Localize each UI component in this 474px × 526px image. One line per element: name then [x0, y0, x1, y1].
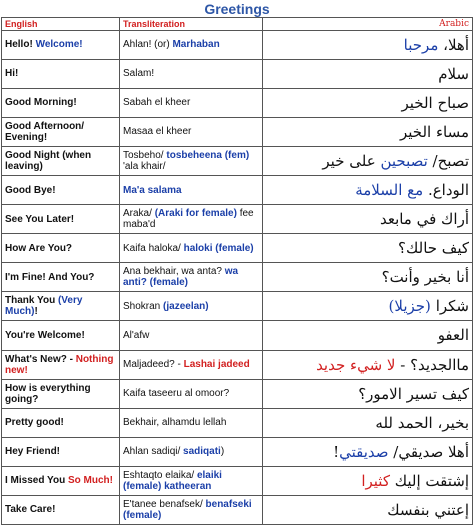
arabic-cell-segment: سلام: [438, 64, 469, 83]
english-cell: [2, 437, 120, 466]
transliteration-cell-segment: Ahlan sadiqi/: [123, 446, 184, 458]
transliteration-cell: [120, 234, 263, 263]
transliteration-cell-segment: wa anti? (female): [123, 266, 239, 289]
arabic-cell-segment: صباح الخير: [401, 93, 469, 112]
transliteration-cell-segment: Eshtaqto elaika/: [123, 469, 197, 481]
transliteration-cell: [120, 437, 263, 466]
transliteration-cell-segment: Kaifa taseeru al omoor?: [123, 388, 230, 400]
arabic-cell: [263, 59, 473, 88]
transliteration-cell-segment: fee maba'd: [123, 208, 254, 231]
english-cell-segment: Pretty good!: [5, 417, 64, 429]
arabic-cell-segment: أهلا صديقي/: [388, 442, 469, 461]
arabic-cell-segment: العفو: [437, 326, 469, 345]
arabic-cell-segment: كيف حالك؟: [398, 239, 469, 258]
transliteration-cell-segment: benafseki (female): [123, 498, 252, 521]
arabic-cell: [263, 176, 473, 205]
transliteration-cell-segment: (jazeelan): [163, 300, 209, 312]
transliteration-cell: [120, 117, 263, 146]
english-cell: [2, 234, 120, 263]
header-transliteration: Transliteration: [120, 18, 263, 31]
arabic-cell: [263, 205, 473, 234]
transliteration-cell-segment: Ana bekhair, wa anta?: [123, 266, 225, 278]
english-cell: [2, 292, 120, 321]
transliteration-cell-segment: Maljadeed? -: [123, 359, 184, 371]
english-cell: [2, 408, 120, 437]
english-cell-segment: I Missed You: [5, 475, 68, 487]
arabic-cell-segment: !: [333, 442, 340, 461]
transliteration-cell: [120, 30, 263, 59]
arabic-cell: [263, 234, 473, 263]
arabic-cell-segment: ماالجديد؟ -: [395, 355, 469, 374]
transliteration-cell: [120, 176, 263, 205]
table-row: [2, 408, 473, 437]
table-row: [2, 350, 473, 379]
table-row: [2, 234, 473, 263]
transliteration-cell-segment: ): [220, 446, 225, 458]
english-cell-segment: I'm Fine! And You?: [5, 271, 95, 283]
header-arabic: Arabic: [263, 18, 473, 31]
english-cell-segment: Take Care!: [5, 504, 56, 516]
english-cell-segment: Hi!: [5, 68, 19, 80]
transliteration-cell-segment: Sabah el kheer: [123, 97, 191, 109]
transliteration-cell-segment: E'tanee benafsek/: [123, 498, 206, 510]
english-cell: [2, 59, 120, 88]
arabic-cell-segment: إعتني بنفسك: [387, 500, 469, 519]
english-cell-segment: Hey Friend!: [5, 446, 61, 458]
transliteration-cell: [120, 263, 263, 292]
arabic-cell: [263, 30, 473, 59]
arabic-cell: [263, 379, 473, 408]
transliteration-cell: [120, 88, 263, 117]
transliteration-cell-segment: 'ala khair/: [123, 160, 166, 172]
arabic-cell: [263, 408, 473, 437]
arabic-cell: [263, 350, 473, 379]
english-cell-segment: (Very Much): [5, 295, 83, 318]
transliteration-cell-segment: Kaifa haloka/: [123, 242, 184, 254]
arabic-cell-segment: (جزيلا): [388, 297, 431, 316]
english-cell-segment: Good Night (when leaving): [5, 149, 92, 172]
arabic-cell: [263, 88, 473, 117]
table-row: [2, 59, 473, 88]
arabic-cell-segment: أراك في مابعد: [379, 210, 469, 229]
transliteration-cell-segment: Ahlan! (or): [123, 39, 173, 51]
transliteration-cell-segment: Araka/: [123, 208, 155, 220]
transliteration-cell: [120, 292, 263, 321]
english-cell-segment: Good Afternoon/ Evening!: [5, 120, 85, 143]
arabic-cell: [263, 466, 473, 495]
transliteration-cell: [120, 379, 263, 408]
transliteration-cell-segment: Marhaban: [172, 39, 220, 51]
transliteration-cell: [120, 59, 263, 88]
english-cell: [2, 205, 120, 234]
arabic-cell-segment: بخير، الحمد لله: [375, 413, 469, 432]
arabic-cell-segment: لا شيء جديد: [316, 355, 396, 374]
arabic-cell-segment: إشتقت إليك: [389, 471, 469, 490]
english-cell-segment: How Are You?: [5, 242, 73, 254]
transliteration-cell: [120, 205, 263, 234]
transliteration-cell-segment: Lashai jadeed: [183, 359, 250, 371]
arabic-cell-segment: تصبح/: [427, 151, 469, 170]
english-cell-segment: Hello!: [5, 39, 36, 51]
arabic-cell: [263, 292, 473, 321]
table-row: [2, 263, 473, 292]
transliteration-cell-segment: elaiki (female) katheeran: [123, 469, 222, 492]
transliteration-cell-segment: Al'afw: [123, 329, 150, 341]
transliteration-cell-segment: Salam!: [123, 68, 155, 80]
table-row: [2, 88, 473, 117]
arabic-cell-segment: على خير: [322, 151, 381, 170]
transliteration-cell-segment: Tosbeho/: [123, 149, 167, 161]
table-row: [2, 146, 473, 175]
transliteration-cell-segment: Ma'a salama: [123, 184, 182, 196]
transliteration-cell: [120, 146, 263, 175]
english-cell: [2, 30, 120, 59]
english-cell: [2, 466, 120, 495]
arabic-cell: [263, 263, 473, 292]
transliteration-cell: [120, 321, 263, 350]
table-row: [2, 117, 473, 146]
table-row: [2, 437, 473, 466]
english-cell-segment: Nothing new!: [5, 353, 114, 376]
table-row: [2, 205, 473, 234]
arabic-cell-segment: كيف تسير الامور؟: [358, 384, 469, 403]
page-title: Greetings: [204, 1, 270, 17]
english-cell: [2, 321, 120, 350]
table-row: [2, 466, 473, 495]
arabic-cell-segment: مع السلامة: [355, 181, 424, 200]
arabic-cell-segment: كثيرا: [361, 471, 390, 490]
english-cell-segment: You're Welcome!: [5, 329, 85, 341]
transliteration-cell-segment: Bekhair, alhamdu lellah: [123, 417, 227, 429]
english-cell-segment: Thank You: [5, 295, 58, 307]
arabic-cell-segment: مساء الخير: [399, 122, 469, 141]
transliteration-cell-segment: haloki (female): [183, 242, 254, 254]
arabic-cell: [263, 321, 473, 350]
transliteration-cell: [120, 466, 263, 495]
transliteration-cell-segment: (Araki for female): [154, 208, 237, 220]
transliteration-cell-segment: Shokran: [123, 300, 164, 312]
arabic-cell-segment: صديقتي: [339, 442, 389, 461]
arabic-cell-segment: شكرا: [430, 297, 469, 316]
arabic-cell-segment: أهلا،: [438, 35, 469, 54]
english-cell-segment: See You Later!: [5, 213, 75, 225]
english-cell-segment: What's New? -: [5, 353, 76, 365]
english-cell-segment: Good Bye!: [5, 184, 56, 196]
english-cell-segment: !: [34, 306, 38, 318]
english-cell-segment: Welcome!: [35, 39, 83, 51]
header-row: [2, 18, 473, 31]
transliteration-cell: [120, 495, 263, 524]
english-cell-segment: Good Morning!: [5, 97, 77, 109]
arabic-cell: [263, 146, 473, 175]
table-row: [2, 379, 473, 408]
table-row: [2, 30, 473, 59]
english-cell: [2, 350, 120, 379]
arabic-cell: [263, 437, 473, 466]
english-cell: [2, 146, 120, 175]
transliteration-cell: [120, 408, 263, 437]
english-cell: [2, 379, 120, 408]
english-cell-segment: So Much!: [67, 475, 113, 487]
arabic-cell-segment: مرحبا: [403, 35, 439, 54]
table-row: [2, 495, 473, 524]
english-cell: [2, 88, 120, 117]
english-cell: [2, 495, 120, 524]
arabic-cell: [263, 117, 473, 146]
greetings-table: [1, 17, 473, 525]
arabic-cell-segment: تصبحين: [380, 151, 428, 170]
arabic-cell-segment: الوداع.: [423, 181, 469, 200]
table-row: [2, 176, 473, 205]
transliteration-cell-segment: Masaa el kheer: [123, 126, 192, 138]
english-cell-segment: How is everything going?: [5, 382, 91, 405]
transliteration-cell: [120, 350, 263, 379]
english-cell: [2, 263, 120, 292]
header-english: English: [2, 18, 120, 31]
arabic-cell: [263, 495, 473, 524]
table-row: [2, 292, 473, 321]
table-body: [2, 18, 473, 525]
transliteration-cell-segment: sadiqati: [183, 446, 221, 458]
english-cell: [2, 117, 120, 146]
transliteration-cell-segment: tosbeheena (fem): [166, 149, 250, 161]
table-row: [2, 321, 473, 350]
arabic-cell-segment: أنا بخير وأنت؟: [381, 268, 469, 287]
english-cell: [2, 176, 120, 205]
